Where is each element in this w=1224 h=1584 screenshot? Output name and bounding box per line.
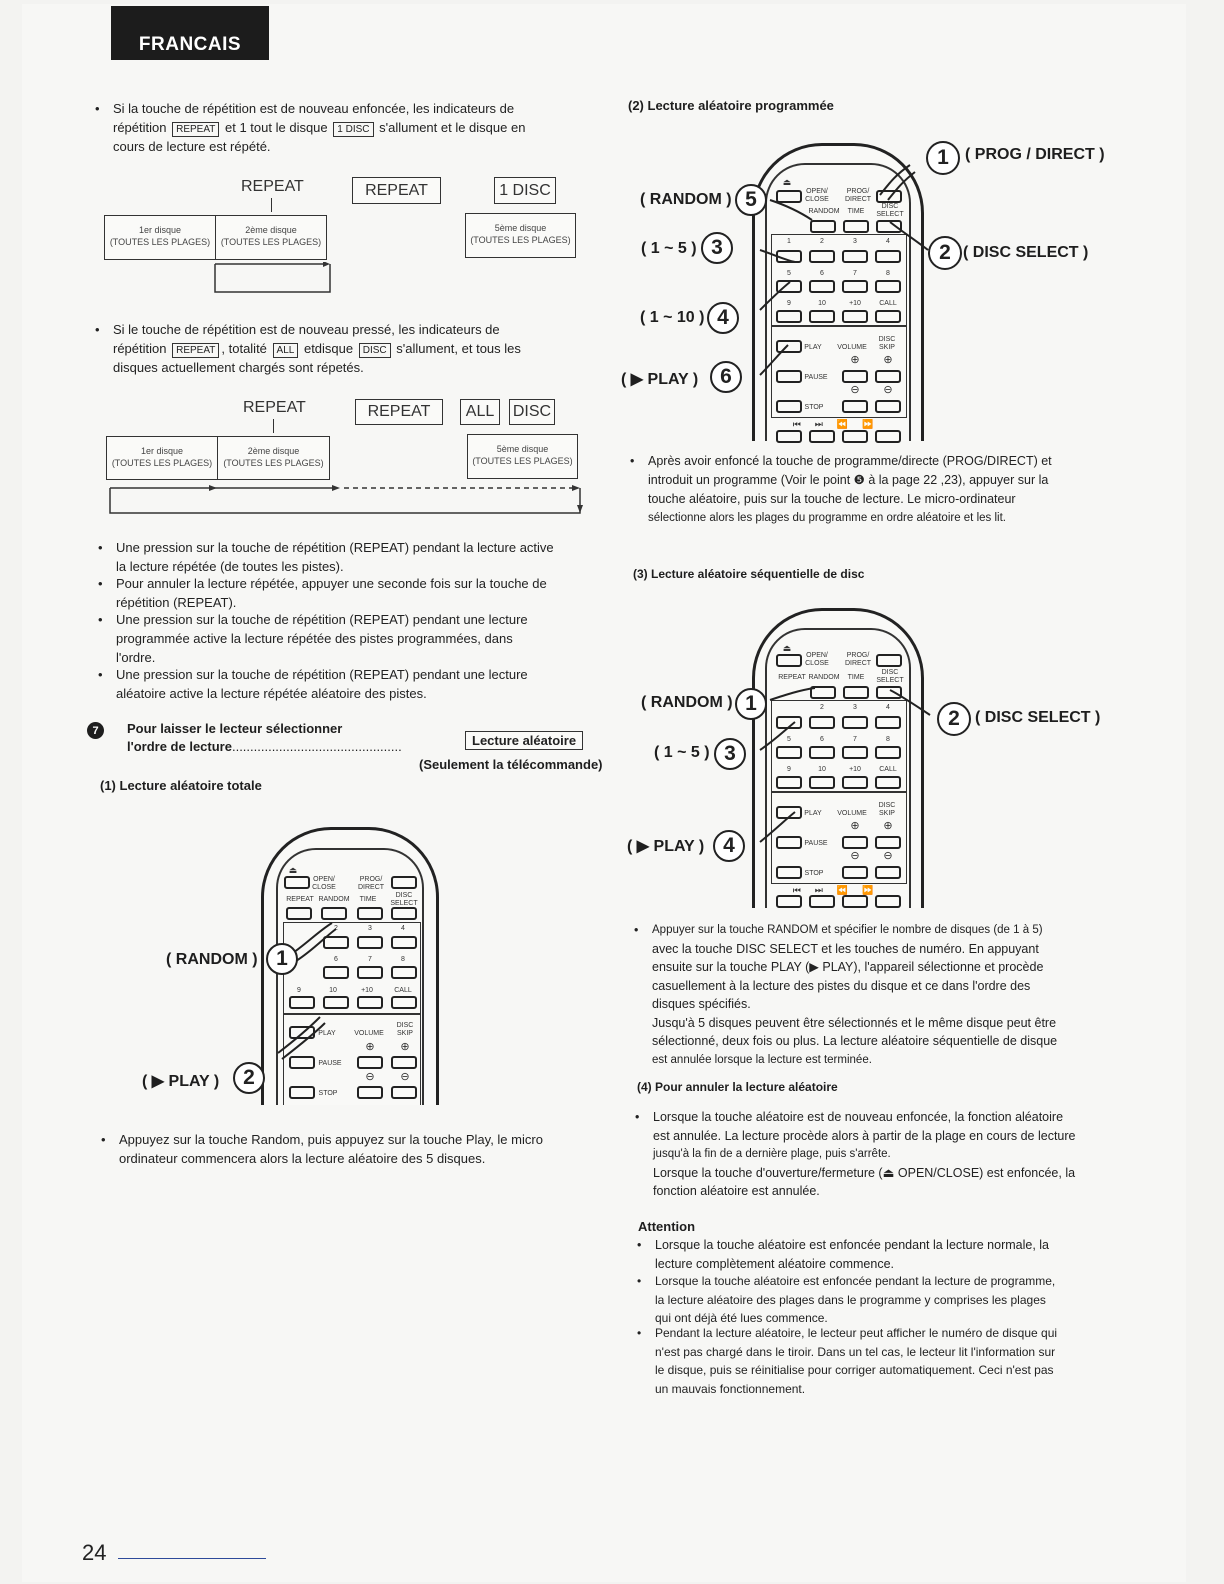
text-line: qui ont déjà été lues commence. xyxy=(655,1311,828,1325)
disc-skip-up-icon: ⊕ xyxy=(400,1041,410,1053)
disc-skip-label: DISC SKIP xyxy=(396,1022,414,1037)
time-label-r1: TIME xyxy=(359,896,377,903)
stop-label: STOP xyxy=(804,404,824,411)
text-line: • Si la touche de répétition est de nouveau enfoncée, les indicateurs de xyxy=(113,101,515,116)
disc-select-label-r2: DISC SELECT xyxy=(876,203,904,218)
text-line: • Appuyez sur la touche Random, puis appuyez sur la touche Play, le micro xyxy=(119,1132,543,1147)
key-label: 10 xyxy=(329,987,337,994)
text-line: répétition (REPEAT). xyxy=(116,595,237,610)
disc-skip-label: DISC SKIP xyxy=(878,336,896,351)
prog-direct-button[interactable] xyxy=(876,654,902,667)
time-label-r3: TIME xyxy=(847,674,865,681)
key-label: 2 xyxy=(820,704,824,711)
pause-label: PAUSE xyxy=(804,840,828,847)
callout-number: 1 xyxy=(735,688,767,720)
text-line: • Pour annuler la lecture répétée, appuyer une seconde fois sur la touche de xyxy=(116,576,547,591)
subsection-4-title: (4) Pour annuler la lecture aléatoire xyxy=(637,1080,838,1094)
key-label: 8 xyxy=(886,270,890,277)
page-number: 24 xyxy=(82,1540,107,1565)
text-line: n'est pas chargé dans le tiroir. Dans un tel cas, le lecteur lit l'information sur xyxy=(655,1344,1056,1359)
pointing-hands-r2 xyxy=(740,150,940,400)
disc-skip-label: DISC SKIP xyxy=(878,802,896,817)
disc-label: (TOUTES LES PLAGES) xyxy=(470,235,571,245)
text-line: un mauvais fonctionnement. xyxy=(655,1381,806,1396)
text-line: • Après avoir enfoncé la touche de programme/directe (PROG/DIRECT) et xyxy=(648,454,1052,468)
disc-label: (TOUTES LES PLAGES) xyxy=(472,456,573,466)
attention-bullet-2 xyxy=(655,1272,1121,1328)
text-line: jusqu'à la fin de a dernière plage, puis s'arrête. xyxy=(653,1148,891,1160)
repeat-label-r1: REPEAT xyxy=(286,896,314,903)
volume-down-button[interactable] xyxy=(357,1086,383,1099)
repeat-display-box: REPEAT xyxy=(352,177,441,204)
text-line xyxy=(113,118,588,137)
key-3-button[interactable] xyxy=(357,936,383,949)
skip-back-button[interactable] xyxy=(776,430,802,443)
disc-skip-down-icon: ⊖ xyxy=(883,850,893,862)
bullet-repeat-cancel xyxy=(116,574,591,612)
skip-search-icons: ⏮⏭⏪⏩ xyxy=(792,885,888,895)
paragraph-repeat-1disc xyxy=(113,99,588,156)
disc-skip-down-button[interactable] xyxy=(875,400,901,413)
text-line: disques spécifiés. xyxy=(652,997,751,1011)
disc-label: (TOUTES LES PLAGES) xyxy=(220,237,322,247)
text-line: sélectionné, deux fois ou plus. La lecture aléatoire séquentielle de disque xyxy=(652,1034,1058,1048)
disc-1-box xyxy=(104,215,216,260)
language-tab xyxy=(111,6,269,60)
text: et 1 tout le disque xyxy=(225,120,328,135)
disc-display-box: DISC xyxy=(509,399,555,425)
text-line: Jusqu'à 5 disques peuvent être sélectionnés et le même disque peut être xyxy=(652,1015,1057,1030)
bullet-sequential-random xyxy=(652,921,1118,1069)
random-callout-label: ( RANDOM ) xyxy=(641,694,733,711)
text-line: • Pendant la lecture aléatoire, le lecteur peut afficher le numéro de disque qui xyxy=(655,1326,1058,1340)
keys-1-5-callout-label: ( 1 ~ 5 ) xyxy=(654,744,710,761)
key-label: 2 xyxy=(820,238,824,245)
volume-down-icon: ⊖ xyxy=(850,384,860,396)
stop-button[interactable] xyxy=(289,1086,315,1099)
disc-label: 1er disque xyxy=(138,225,182,235)
text-line: • Lorsque la touche aléatoire est enfoncée pendant la lecture de programme, xyxy=(655,1274,1056,1288)
text-line: cours de lecture est répété. xyxy=(113,139,271,154)
bullet-repeat-active xyxy=(116,538,591,576)
disc-label: (TOUTES LES PLAGES) xyxy=(223,458,324,468)
key-label: 5 xyxy=(787,270,791,277)
stop-label: STOP xyxy=(804,870,824,877)
key-label: 7 xyxy=(853,736,857,743)
disc-label: 2ème disque xyxy=(247,446,300,456)
key-label: 9 xyxy=(787,766,791,773)
disc-skip-up-icon: ⊕ xyxy=(883,354,893,366)
key-7-button[interactable] xyxy=(357,966,383,979)
text-line: sélectionne alors les plages du programme en ordre aléatoire et les lit. xyxy=(648,512,1006,524)
callout-number: 1 xyxy=(926,141,960,175)
step-7-title-line1: Pour laisser le lecteur sélectionner xyxy=(127,721,343,736)
callout-number: 1 xyxy=(266,943,298,975)
callout-number: 4 xyxy=(707,302,739,334)
attention-bullet-3 xyxy=(655,1324,1121,1398)
search-forward-button[interactable] xyxy=(875,895,901,908)
text-line: lecture complètement aléatoire commence. xyxy=(655,1256,895,1271)
step-7-title-line2 xyxy=(127,739,402,754)
key-label: 10 xyxy=(818,300,826,307)
text-line: l'ordre. xyxy=(116,650,156,665)
volume-label: VOLUME xyxy=(354,1030,384,1037)
key-8-button[interactable] xyxy=(391,966,417,979)
callout-number: 6 xyxy=(710,361,742,393)
disc-5-box xyxy=(467,434,578,479)
text-line: • Lorsque la touche aléatoire est de nouveau enfoncée, la fonction aléatoire xyxy=(653,1110,1064,1124)
text: répétition xyxy=(113,341,167,356)
key-label: 4 xyxy=(401,925,405,932)
key-label: 3 xyxy=(368,925,372,932)
bullet-program-random xyxy=(648,452,1110,528)
eject-icon: ⏏ xyxy=(782,643,792,653)
key-label: 10 xyxy=(818,766,826,773)
repeat-arrow xyxy=(273,419,274,433)
key-label: 9 xyxy=(297,987,301,994)
pointing-hands-r3 xyxy=(740,670,940,870)
open-close-button[interactable] xyxy=(776,654,802,667)
search-forward-button[interactable] xyxy=(875,430,901,443)
subsection-2-title: (2) Lecture aléatoire programmée xyxy=(628,98,834,113)
loop-arrow-diagram-1 xyxy=(205,262,335,296)
text-line: le disque, puis se réinitialise pour corriger automatiquement. Ceci n'est pas xyxy=(655,1363,1054,1377)
disc-select-label-r3: DISC SELECT xyxy=(876,669,904,684)
key-label: 8 xyxy=(401,956,405,963)
pause-label: PAUSE xyxy=(804,374,828,381)
text: s'allument, et tous les xyxy=(396,341,521,356)
random-label-r3: RANDOM xyxy=(808,674,840,681)
text-line: avec la touche DISC SELECT et les touches de numéro. En appuyant xyxy=(652,941,1039,956)
search-back-button[interactable] xyxy=(842,430,868,443)
text: s'allument et le disque en xyxy=(379,120,526,135)
indicator-repeat: REPEAT xyxy=(172,122,219,137)
text-line: casuellement à la lecture des pistes du disque et ce dans l'ordre des xyxy=(652,978,1031,993)
key-label: 1 xyxy=(787,238,791,245)
text-line: ensuite sur la touche PLAY (▶ PLAY), l'appareil sélectionne et procède xyxy=(652,960,1044,974)
pointing-hands-r1 xyxy=(270,915,350,1065)
key-label: CALL xyxy=(879,300,897,307)
indicator-disc: DISC xyxy=(359,343,391,358)
key-plus10-button[interactable] xyxy=(357,996,383,1009)
attention-heading: Attention xyxy=(638,1219,696,1234)
key-label: CALL xyxy=(394,987,412,994)
disc-select-callout-label: ( DISC SELECT ) xyxy=(975,709,1101,726)
key-label: +10 xyxy=(849,300,861,307)
text-line: • Si le touche de répétition est de nouveau pressé, les indicateurs de xyxy=(113,322,500,337)
volume-down-icon: ⊖ xyxy=(365,1071,375,1083)
disc-select-button[interactable] xyxy=(391,907,417,920)
callout-number: 3 xyxy=(701,232,733,264)
bullet-repeat-random xyxy=(116,665,591,703)
random-callout-label: ( RANDOM ) xyxy=(166,951,258,968)
callout-number: 2 xyxy=(233,1062,265,1094)
text-line: introduit un programme (Voir le point ❺ à la page 22 ,23), appuyer sur la xyxy=(648,473,1049,487)
skip-forward-button[interactable] xyxy=(809,430,835,443)
open-close-label: OPEN/ CLOSE xyxy=(805,652,829,667)
volume-up-icon: ⊕ xyxy=(365,1041,375,1053)
skip-back-button[interactable] xyxy=(776,895,802,908)
indicator-all: ALL xyxy=(273,343,299,358)
callout-number: 2 xyxy=(937,702,971,736)
disc-select-label-r1: DISC SELECT xyxy=(390,892,418,907)
key-label: 7 xyxy=(853,270,857,277)
remote-only-note: (Seulement la télécommande) xyxy=(419,757,603,772)
play-label: PLAY xyxy=(804,810,822,817)
keys-1-10-callout-label: ( 1 ~ 10 ) xyxy=(640,309,705,326)
random-label-r1: RANDOM xyxy=(318,896,350,903)
keys-1-5-callout-label: ( 1 ~ 5 ) xyxy=(641,240,697,257)
repeat-arrow xyxy=(271,198,272,212)
open-close-label: OPEN/ CLOSE xyxy=(312,876,336,891)
open-close-label: OPEN/ CLOSE xyxy=(805,188,829,203)
bullet-random-play xyxy=(119,1130,599,1168)
eject-icon: ⏏ xyxy=(782,177,792,187)
search-back-button[interactable] xyxy=(842,895,868,908)
key-label: 8 xyxy=(886,736,890,743)
subsection-1-title: (1) Lecture aléatoire totale xyxy=(100,778,262,793)
key-label: 7 xyxy=(368,956,372,963)
key-label: 6 xyxy=(820,270,824,277)
repeat-label: REPEAT xyxy=(243,399,306,416)
attention-bullet-1 xyxy=(655,1236,1121,1273)
indicator-repeat: REPEAT xyxy=(172,343,219,358)
key-4-button[interactable] xyxy=(391,936,417,949)
leader-dots: ............................................... xyxy=(231,739,402,754)
key-label: 4 xyxy=(886,238,890,245)
time-button[interactable] xyxy=(357,907,383,920)
step-7-badge: 7 xyxy=(87,722,104,739)
text: etdisque xyxy=(303,341,354,356)
loop-arrow-diagram-2 xyxy=(100,483,590,517)
bullet-cancel-random xyxy=(653,1108,1119,1201)
text-line: Lorsque la touche d'ouverture/fermeture (⏏ OPEN/CLOSE) est enfoncée, la xyxy=(653,1165,1076,1180)
indicator-1-disc: 1 DISC xyxy=(333,122,373,137)
volume-up-button[interactable] xyxy=(357,1056,383,1069)
disc-label: 1er disque xyxy=(140,446,184,456)
callout-number: 4 xyxy=(713,830,745,862)
key-label: 4 xyxy=(886,704,890,711)
skip-forward-button[interactable] xyxy=(809,895,835,908)
callout-number: 3 xyxy=(714,738,746,770)
text-line: • Une pression sur la touche de répétition (REPEAT) pendant la lecture active xyxy=(116,540,554,555)
disc-2-box xyxy=(215,215,327,260)
key-label: 2 xyxy=(334,925,338,932)
text-line: programmée active la lecture répétée des pistes programmées, dans xyxy=(116,631,513,646)
stop-button[interactable] xyxy=(776,400,802,413)
lecture-aleatoire-box: Lecture aléatoire xyxy=(465,731,583,750)
all-display-box: ALL xyxy=(460,399,500,425)
prog-direct-label: PROG/ DIRECT xyxy=(357,876,385,891)
disc-label: 5ème disque xyxy=(494,223,547,233)
call-button[interactable] xyxy=(391,996,417,1009)
disc-skip-up-button[interactable] xyxy=(391,1056,417,1069)
key-label: 5 xyxy=(787,736,791,743)
disc-label: 2ème disque xyxy=(245,225,297,235)
repeat-label: REPEAT xyxy=(241,178,304,195)
text-line: • Appuyer sur la touche RANDOM et spécifier le nombre de disques (de 1 à 5) xyxy=(652,924,1043,936)
text-line: touche aléatoire, puis sur la touche de lecture. Le micro-ordinateur xyxy=(648,492,1016,506)
random-callout-label: ( RANDOM ) xyxy=(640,191,732,208)
open-close-button[interactable] xyxy=(284,876,310,889)
prog-direct-button[interactable] xyxy=(391,876,417,889)
prog-direct-label: PROG/ DIRECT xyxy=(844,188,872,203)
disc-1-box xyxy=(106,436,218,480)
disc-label: (TOUTES LES PLAGES) xyxy=(111,458,213,468)
text-line: est annulée. La lecture procède alors à partir de la plage en cours de lecture xyxy=(653,1128,1076,1143)
text-line: la lecture répétée (de toutes les pistes). xyxy=(116,559,344,574)
text-line: ordinateur commencera alors la lecture aléatoire des 5 disques. xyxy=(119,1151,486,1166)
key-label: 6 xyxy=(334,956,338,963)
repeat-display-box: REPEAT xyxy=(355,399,443,425)
random-label-r2: RANDOM xyxy=(808,208,840,215)
volume-down-icon: ⊖ xyxy=(850,850,860,862)
prog-direct-callout-label: ( PROG / DIRECT ) xyxy=(965,146,1105,163)
disc-skip-up-icon: ⊕ xyxy=(883,820,893,832)
text-line xyxy=(113,339,588,358)
language-tab-label: FRANCAIS xyxy=(138,34,242,55)
key-label: 6 xyxy=(820,736,824,743)
volume-up-icon: ⊕ xyxy=(850,354,860,366)
play-callout-label: ( ▶ PLAY ) xyxy=(142,1073,220,1090)
disc-2-box xyxy=(217,436,330,480)
text: , totalité xyxy=(221,341,267,356)
prog-direct-label: PROG/ DIRECT xyxy=(844,652,872,667)
disc-skip-down-icon: ⊖ xyxy=(400,1071,410,1083)
page-number-rule xyxy=(118,1558,266,1559)
stop-label: STOP xyxy=(318,1090,338,1097)
play-callout-label: ( ▶ PLAY ) xyxy=(627,838,705,855)
key-label: CALL xyxy=(879,766,897,773)
disc-skip-down-icon: ⊖ xyxy=(883,384,893,396)
play-label: PLAY xyxy=(318,1030,336,1037)
key-label: +10 xyxy=(361,987,373,994)
one-disc-display-box: 1 DISC xyxy=(494,177,556,204)
text-line: • Une pression sur la touche de répétition (REPEAT) pendant une lecture xyxy=(116,612,528,627)
disc-label: 5ème disque xyxy=(496,444,549,454)
play-callout-label: ( ▶ PLAY ) xyxy=(621,371,699,388)
disc-skip-down-button[interactable] xyxy=(391,1086,417,1099)
disc-select-callout-label: ( DISC SELECT ) xyxy=(963,244,1089,261)
key-label: +10 xyxy=(849,766,861,773)
subsection-3-title: (3) Lecture aléatoire séquentielle de disc xyxy=(633,567,865,581)
paragraph-repeat-all xyxy=(113,320,588,377)
bullet-repeat-program xyxy=(116,610,591,667)
volume-label: VOLUME xyxy=(837,810,867,817)
text-line: fonction aléatoire est annulée. xyxy=(653,1184,820,1198)
skip-search-icons: ⏮⏭⏪⏩ xyxy=(792,419,888,429)
text: répétition xyxy=(113,120,167,135)
time-label-r2: TIME xyxy=(847,208,865,215)
callout-number: 5 xyxy=(735,184,767,216)
play-label: PLAY xyxy=(804,344,822,351)
text-line: aléatoire active la lecture répétée aléatoire des pistes. xyxy=(116,686,427,701)
key-label: 3 xyxy=(853,238,857,245)
callout-number: 2 xyxy=(928,236,962,270)
text: l'ordre de lecture xyxy=(127,739,232,754)
text-line: • Lorsque la touche aléatoire est enfoncée pendant la lecture normale, la xyxy=(655,1238,1050,1252)
text-line: est annulée lorsque la lecture est terminée. xyxy=(652,1053,872,1066)
volume-down-button[interactable] xyxy=(842,400,868,413)
key-label: 9 xyxy=(787,300,791,307)
disc-label: (TOUTES LES PLAGES) xyxy=(109,237,211,247)
volume-up-icon: ⊕ xyxy=(850,820,860,832)
key-label: 3 xyxy=(853,704,857,711)
pause-label: PAUSE xyxy=(318,1060,342,1067)
eject-icon: ⏏ xyxy=(288,865,298,875)
disc-5-box xyxy=(465,213,576,258)
repeat-label-r3: REPEAT xyxy=(778,674,806,681)
volume-label: VOLUME xyxy=(837,344,867,351)
text-line: • Une pression sur la touche de répétition (REPEAT) pendant une lecture xyxy=(116,667,528,682)
text-line: la lecture aléatoire des plages dans le programme y comprises les plages xyxy=(655,1292,1046,1307)
text-line: disques actuellement chargés sont répetés. xyxy=(113,360,364,375)
